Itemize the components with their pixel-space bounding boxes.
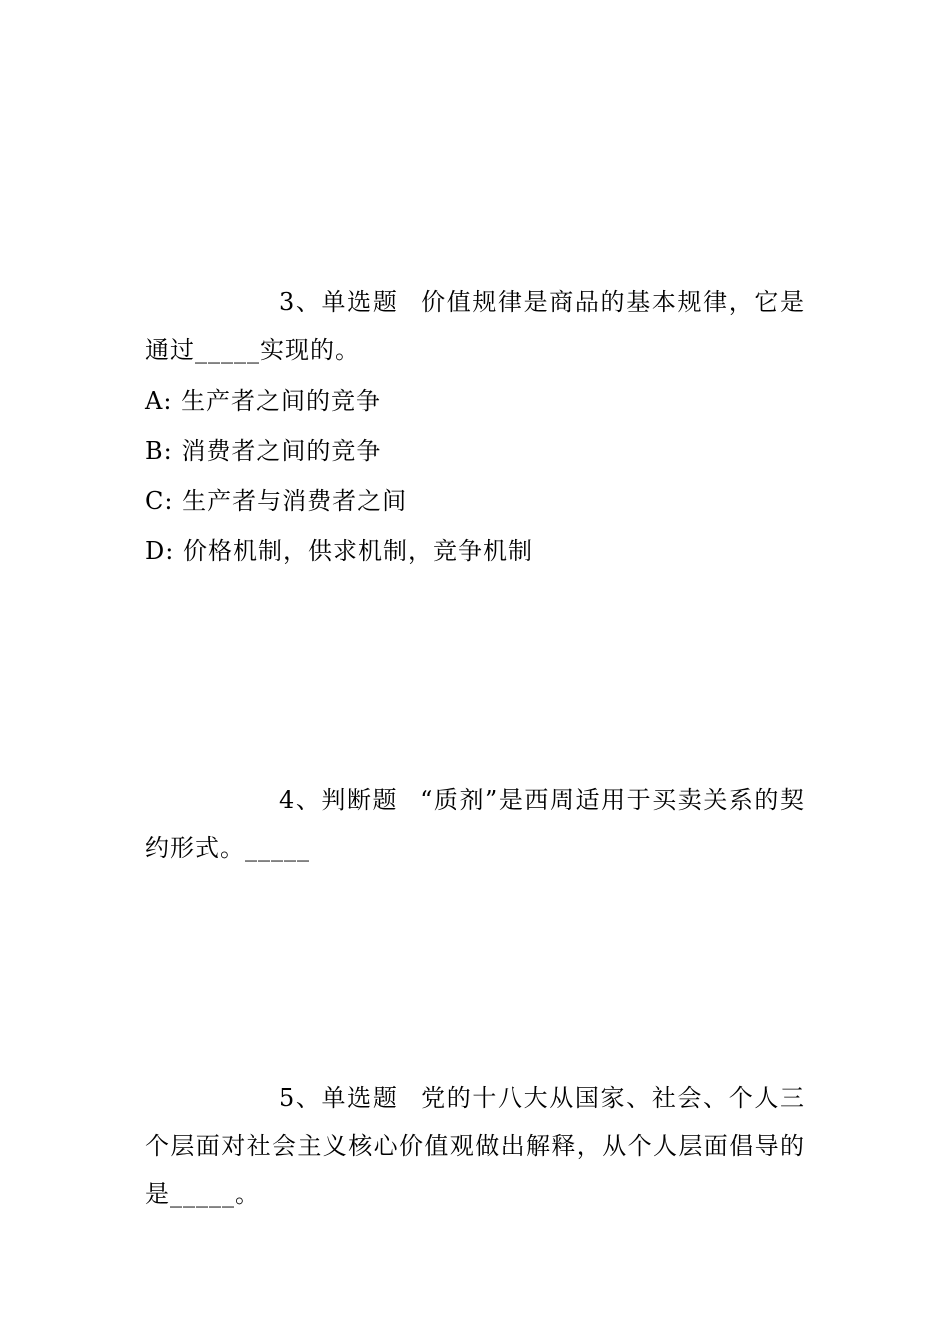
question-stem: 价值规律是商品的基本规律，它是通过_____实现的。 — [145, 288, 806, 364]
question-stem: “质剂”是西周适用于买卖关系的契约形式。_____ — [145, 786, 805, 862]
option-label: A: — [145, 387, 173, 415]
question-number: 4、 — [279, 786, 322, 814]
option-text: 消费者之间的竞争 — [181, 437, 382, 465]
question-type: 单选题 — [321, 1084, 399, 1112]
option-a — [145, 376, 805, 426]
option-d — [145, 526, 805, 576]
option-c — [145, 476, 805, 526]
option-text: 价格机制，供求机制，竞争机制 — [182, 537, 533, 565]
question-type: 判断题 — [321, 786, 399, 814]
option-label: C: — [145, 487, 174, 515]
option-label: D: — [145, 537, 175, 565]
option-text: 生产者与消费者之间 — [182, 487, 408, 515]
question-type: 单选题 — [321, 288, 399, 316]
option-b — [145, 426, 805, 476]
question-stem: 党的十八大从国家、社会、个人三个层面对社会主义核心价值观做出解释，从个人层面倡导的是_____。 — [145, 1084, 806, 1208]
question-4 — [145, 776, 805, 872]
question-number: 5、 — [279, 1084, 322, 1112]
question-5 — [145, 1074, 805, 1218]
option-label: B: — [145, 437, 173, 465]
question-number: 3、 — [279, 288, 322, 316]
question-3 — [145, 278, 805, 374]
option-text: 生产者之间的竞争 — [181, 387, 382, 415]
question-3-options — [145, 376, 805, 576]
